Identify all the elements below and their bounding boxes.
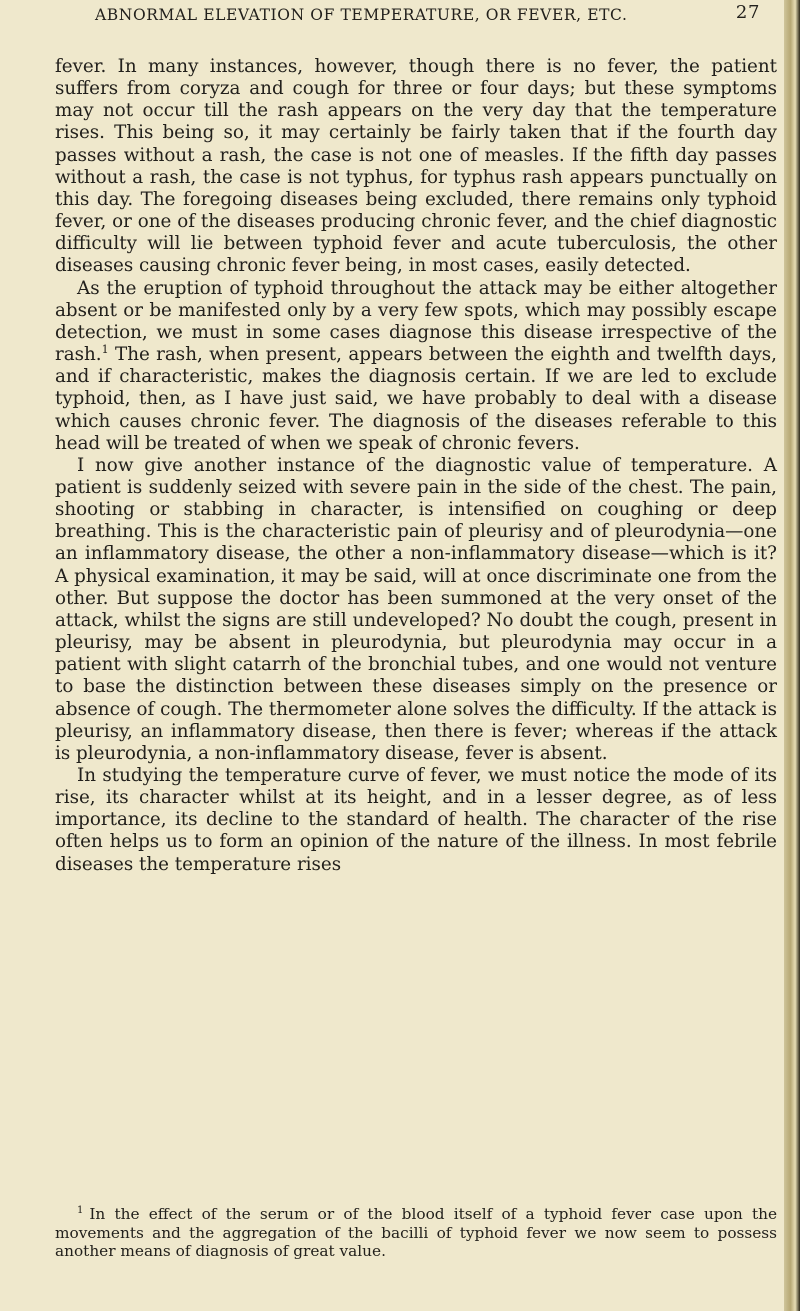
body-text — [55, 56, 777, 876]
paragraph-1: fever. In many instances, however, though there is no fever, the patient suffers from coryza and cough for three or four days; but these symptoms may not occur till the rash appears on the very day that the temperature rises. This being so, it may certainly be fairly taken that if the fourth day passes without a rash, the case is not one of measles. If the fifth day passes without a rash, the case is not typhus, for typhus rash appears punctually on this day. The foregoing diseases being excluded, there remains only typhoid fever, or one of the diseases producing chronic fever, and the chief diagnostic difficulty will lie between typhoid fever and acute tuberculosis, the other diseases causing chronic fever being, in most cases, easily detected. — [55, 56, 777, 277]
paragraph-2 — [55, 278, 777, 455]
paragraph-3: I now give another instance of the diagnostic value of temperature. A patient is suddenly seized with severe pain in the side of the chest. The pain, shooting or stabbing in character, is intensified on coughing or deep breathing. This is the characteristic pain of pleurisy and of pleurodynia—one an inflammatory disease, the other a non-inflammatory disease—which is it? A physical examination, it may be said, will at once discriminate one from the other. But suppose the doctor has been summoned at the very onset of the attack, whilst the signs are still undeveloped? No doubt the cough, present in pleurisy, may be absent in pleurodynia, but pleurodynia may occur in a patient with slight catarrh of the bronchial tubes, and one would not venture to base the distinction between these diseases simply on the presence or absence of cough. The thermometer alone solves the difficulty. If the attack is pleurisy, an inflammatory disease, then there is fever; whereas if the attack is pleurodynia, a non-inflammatory disease, fever is absent. — [55, 454, 777, 764]
footnote-text: In the effect of the serum or of the blood itself of a typhoid fever case upon the movements and the aggregation of the bacilli of typhoid fever we now seem to possess another means of diagnosis of great value. — [55, 1205, 777, 1261]
page-number: 27 — [735, 2, 760, 23]
footnote-mark: 1 — [77, 1205, 84, 1216]
paragraph-2-text-b: The rash, when present, appears between the eighth and twelfth days, and if characteristic, makes the diagnosis certain. If we are led to exclude typhoid, then, as I have just said, we have probably to deal with a disease which causes chronic fever. The diagnosis of the diseases referable to this head will be treated of when we speak of chronic fevers. — [55, 344, 777, 454]
footnote — [55, 1202, 777, 1261]
footnote-reference: 1 — [101, 342, 109, 356]
running-title: ABNORMAL ELEVATION OF TEMPERATURE, OR FEVER, ETC. — [95, 6, 628, 24]
paragraph-2-text-a: As the eruption of typhoid throughout the attack may be either altogether absent or be manifested only by a very few spots, which may possibly escape detection, we must in some cases diagnose this disease irrespective of the rash. — [55, 277, 777, 366]
paragraph-4: In studying the temperature curve of fever, we must notice the mode of its rise, its character whilst at its height, and in a lesser degree, as of less importance, its decline to the standard of health. The character of the rise often helps us to form an opinion of the nature of the illness. In most febrile diseases the temperature rises — [55, 765, 777, 875]
page-edge — [784, 0, 800, 1311]
